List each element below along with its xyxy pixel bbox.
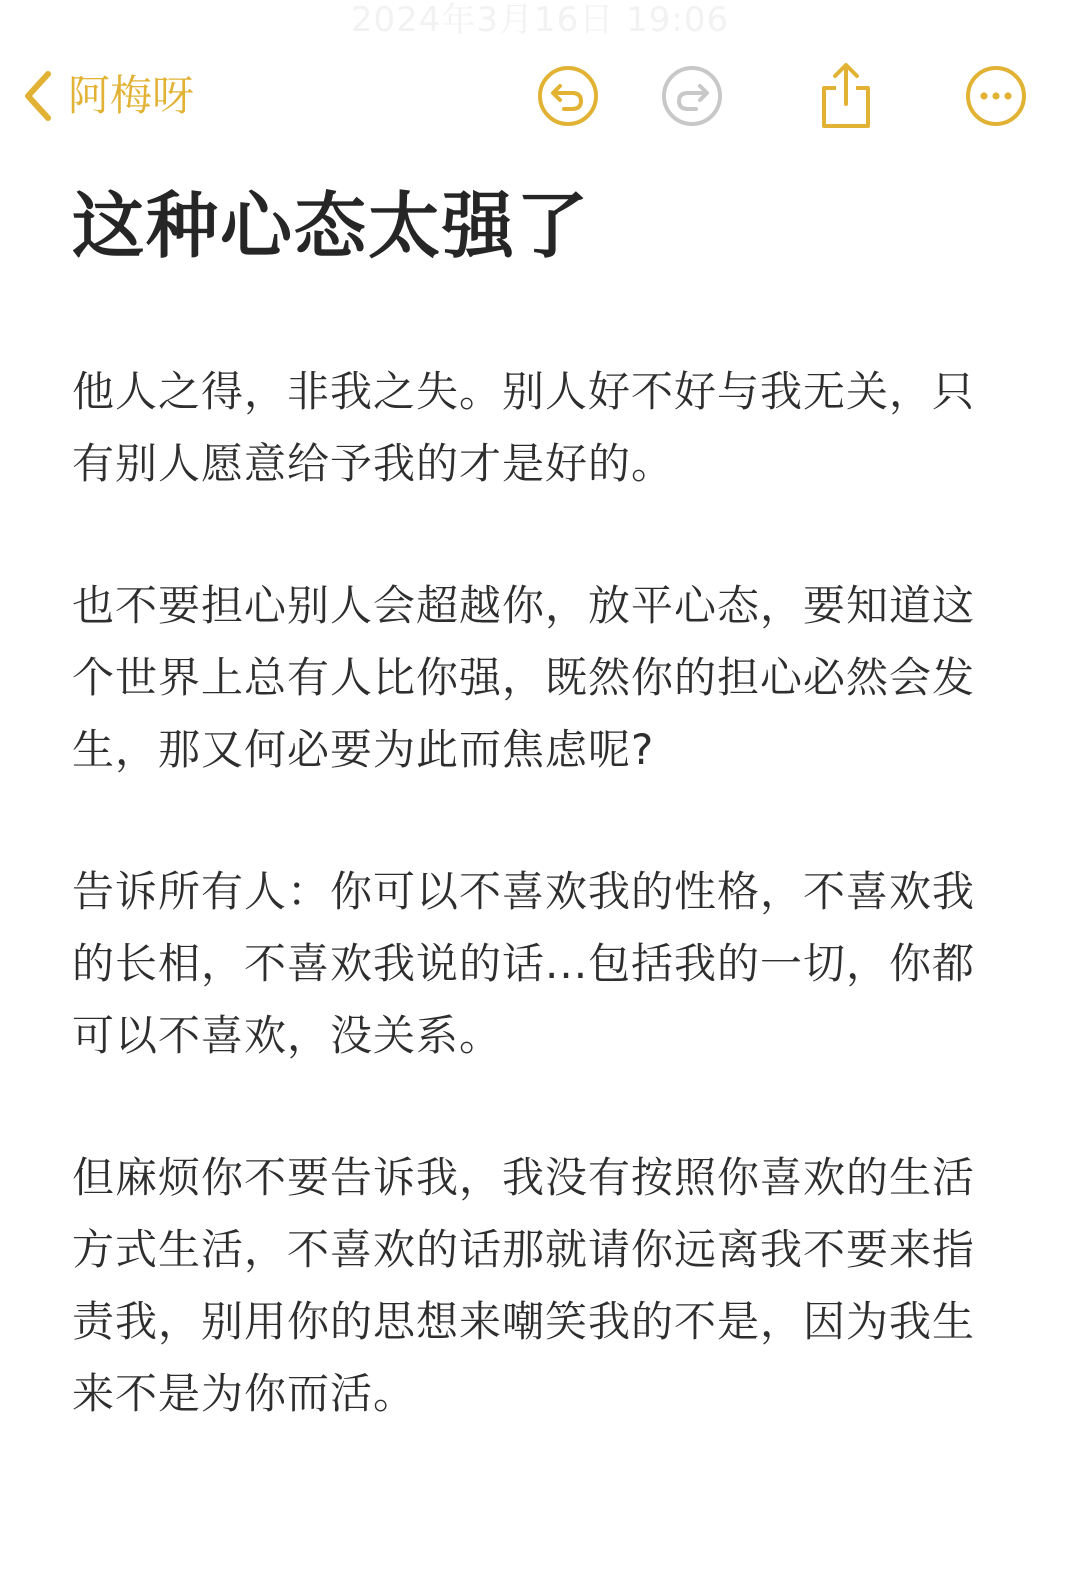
share-icon <box>814 60 878 132</box>
note-title: 这种心态太强了 <box>72 184 591 268</box>
share-button[interactable] <box>812 62 880 130</box>
undo-button[interactable] <box>534 62 602 130</box>
back-button[interactable] <box>20 62 194 130</box>
note-paragraph: 也不要担心别人会超越你，放平心态，要知道这个世界上总有人比你强，既然你的担心必然会发生，那又何必要为此而焦虑呢? <box>72 581 976 774</box>
note-date: 2024年3月16日 19:06 <box>350 0 730 40</box>
redo-button[interactable] <box>658 62 726 130</box>
more-button[interactable] <box>962 62 1030 130</box>
top-navigation-bar <box>0 56 1080 136</box>
undo-icon <box>536 64 600 128</box>
note-paragraph: 但麻烦你不要告诉我，我没有按照你喜欢的生活方式生活，不喜欢的话那就请你远离我不要来指责我，别用你的思想来嘲笑我的不是，因为我生来不是为你而活。 <box>72 1153 976 1418</box>
redo-icon <box>660 64 724 128</box>
note-paragraph: 告诉所有人：你可以不喜欢我的性格，不喜欢我的长相，不喜欢我说的话...包括我的一切，你都可以不喜欢，没关系。 <box>72 867 976 1060</box>
chevron-left-icon <box>20 68 54 124</box>
note-paragraph: 他人之得，非我之失。别人好不好与我无关，只有别人愿意给予我的才是好的。 <box>72 367 976 488</box>
note-body[interactable] <box>72 356 982 1500</box>
more-icon <box>964 64 1028 128</box>
back-label: 阿梅呀 <box>68 71 195 120</box>
